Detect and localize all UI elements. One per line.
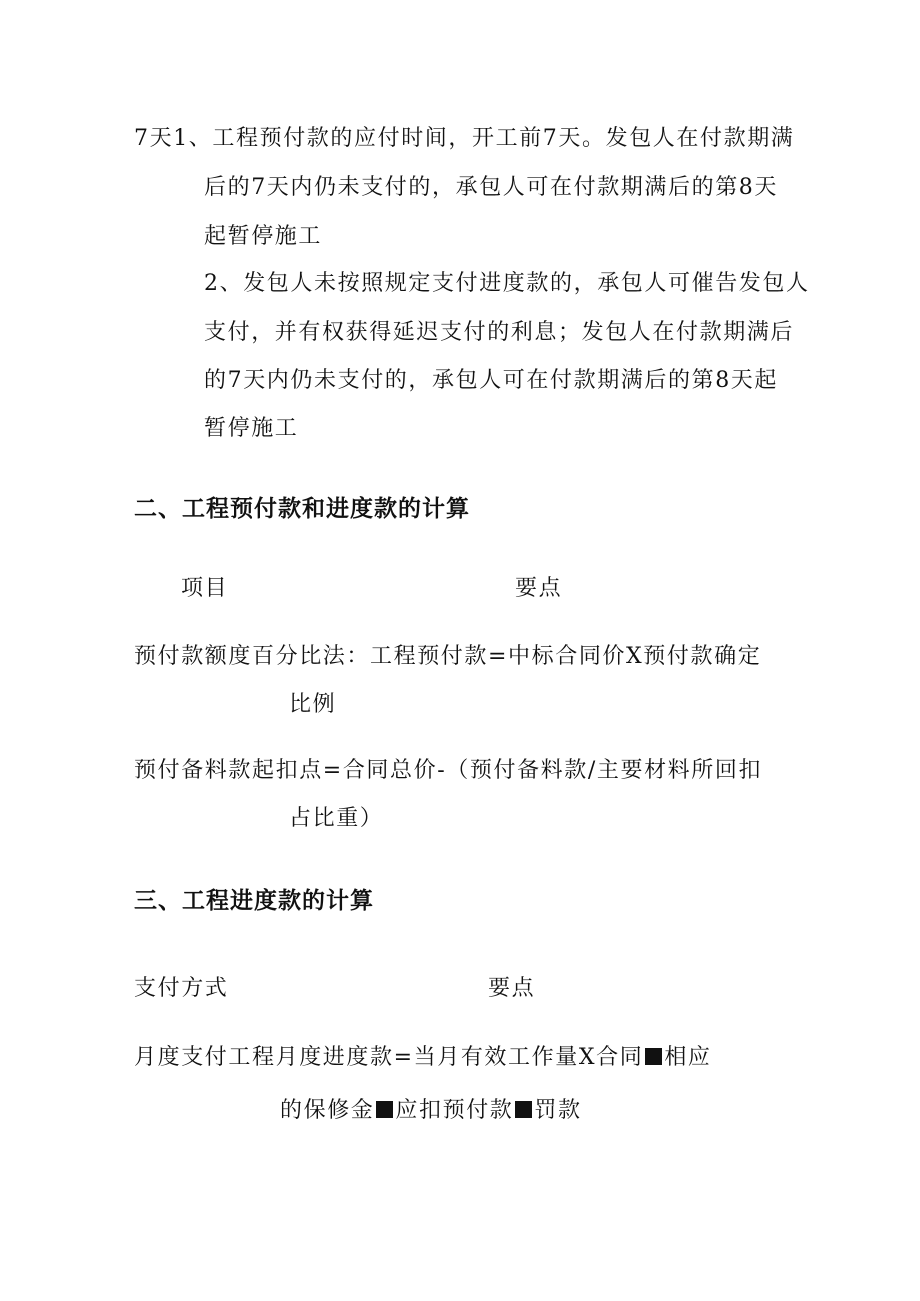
table-header-key: 要点 [515,576,563,601]
section-heading: 二、工程预付款和进度款的计算 [134,496,470,522]
paragraph-line: 的7天内仍未支付的，承包人可在付款期满后的第8天起 [204,368,778,393]
paragraph-line [134,1043,712,1073]
text-fragment: 月度支付工程月度进度款=当月有效工作量X合同 [134,1045,644,1070]
paragraph-line: 7天1、工程预付款的应付时间，开工前7天。发包人在付款期满 [134,126,795,151]
text-fragment: 应扣预付款 [395,1098,514,1123]
paragraph-line: 预付备料款起扣点=合同总价-（预付备料款/主要材料所回扣 [134,758,763,783]
paragraph-line: 比例 [289,692,337,717]
black-square-icon [645,1048,662,1065]
text-fragment: 罚款 [534,1098,582,1123]
paragraph-line: 占比重） [289,806,384,831]
paragraph-line: 后的7天内仍未支付的，承包人可在付款期满后的第8天 [204,175,778,200]
black-square-icon [376,1101,393,1118]
table-header-method: 支付方式 [134,976,229,1001]
paragraph-line: 暂停施工 [204,416,299,441]
text-fragment: 的保修金 [280,1098,375,1123]
paragraph-line [280,1096,582,1126]
paragraph-line: 支付，并有权获得延迟支付的利息；发包人在付款期满后 [204,320,795,345]
black-square-icon [515,1101,532,1118]
paragraph-line: 起暂停施工 [204,224,323,249]
table-header-item: 项目 [181,576,229,601]
paragraph-line: 2、发包人未按照规定支付进度款的，承包人可催告发包人 [204,271,810,296]
text-fragment: 相应 [664,1045,712,1070]
paragraph-line: 预付款额度百分比法：工程预付款=中标合同价X预付款确定 [134,644,762,669]
table-header-key: 要点 [488,976,536,1001]
section-heading: 三、工程进度款的计算 [134,888,374,914]
